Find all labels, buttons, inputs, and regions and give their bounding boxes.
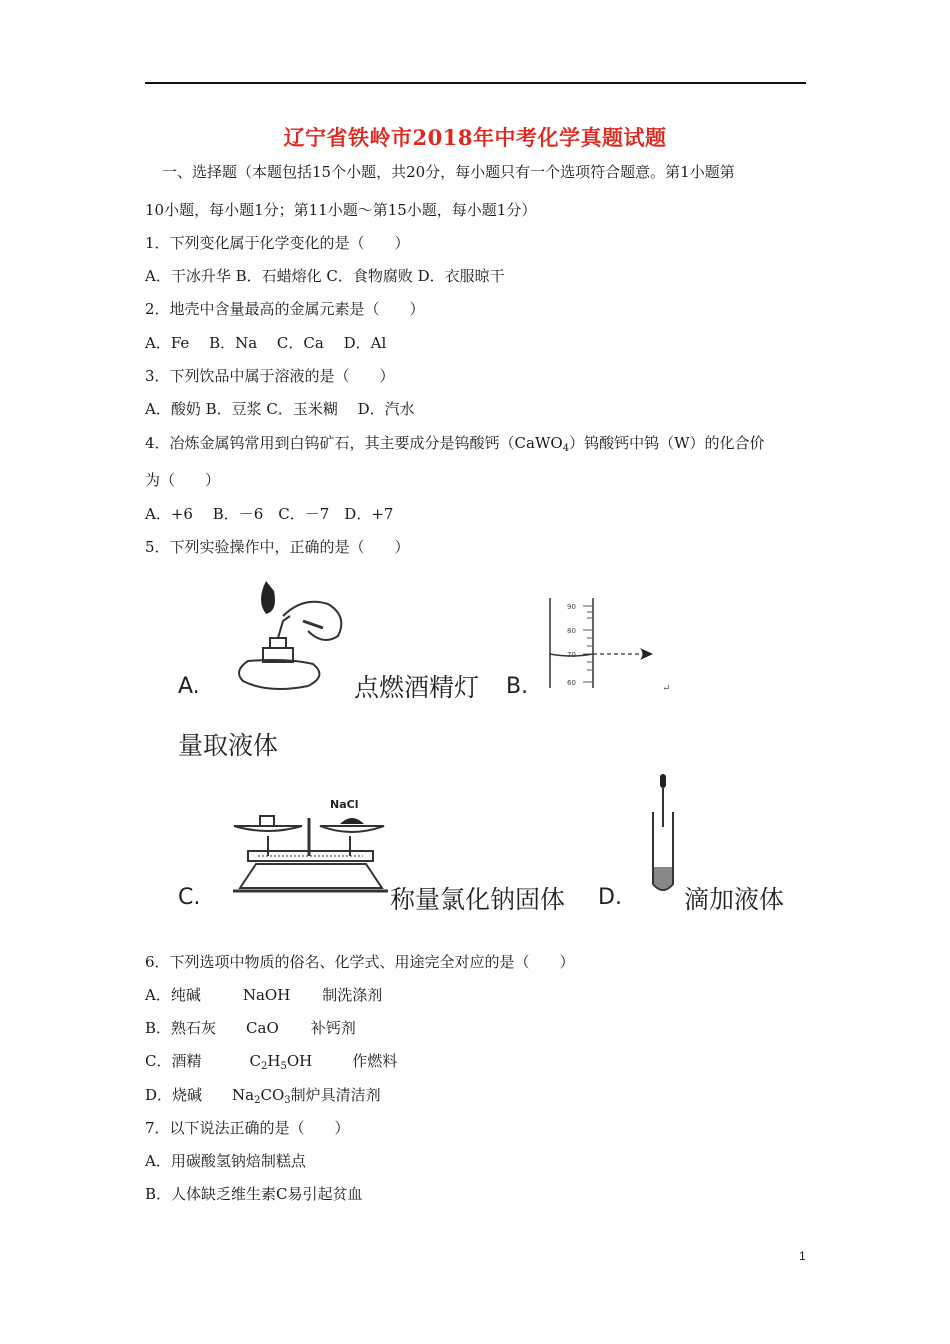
q6c-label: C．酒精: [145, 1052, 202, 1070]
option-b-caption: 量取液体: [178, 731, 279, 760]
alcohol-lamp-figure: [228, 576, 348, 696]
q6c-f2-sub: 5: [280, 1061, 287, 1072]
question-6-option-c: [145, 1051, 397, 1077]
question-7-option-a: A．用碳酸氢钠焙制糕点: [145, 1152, 306, 1170]
q6b-formula: CaO: [246, 1019, 279, 1037]
option-b-label: B.: [506, 674, 529, 699]
header-rule: [145, 82, 806, 84]
q6d-use: 制炉具清洁剂: [290, 1086, 381, 1104]
option-c-caption: 称量氯化钠固体: [390, 885, 566, 914]
question-4-options: A．+6 B．－6 C．－7 D．+7: [145, 505, 394, 523]
question-3-options: A．酸奶 B．豆浆 C．玉米糊 D．汽水: [145, 400, 415, 418]
question-4-stem-cont: 为（ ）: [145, 471, 221, 489]
question-7-stem: 7．以下说法正确的是（ ）: [145, 1119, 350, 1137]
question-6-option-d: [145, 1085, 381, 1111]
question-4-stem: [145, 433, 764, 459]
q6d-f1-sub: 2: [254, 1095, 261, 1106]
scale-label-80: 80: [567, 627, 576, 635]
return-mark: ↵: [662, 683, 671, 694]
q6d-f1: Na: [232, 1086, 255, 1104]
q6b-use: 补钙剂: [310, 1019, 356, 1037]
q6c-f1: C: [249, 1052, 261, 1070]
q6d-f2: CO: [260, 1086, 285, 1104]
q6a-label: A．纯碱: [145, 986, 201, 1004]
nacl-label: NaCl: [330, 798, 359, 811]
question-3-stem: 3．下列饮品中属于溶液的是（ ）: [145, 367, 395, 385]
scale-label-70: 70: [567, 651, 576, 659]
option-d-caption: 滴加液体: [684, 885, 785, 914]
q4-stem-b: ）钨酸钙中钨（W）的化合价: [569, 434, 765, 452]
q6a-use: 制洗涤剂: [322, 986, 383, 1004]
question-7-option-b: B．人体缺乏维生素C易引起贫血: [145, 1185, 363, 1203]
q6d-label: D．烧碱: [145, 1086, 203, 1104]
q6b-label: B．熟石灰: [145, 1019, 217, 1037]
dropper-test-tube-figure: [648, 772, 678, 900]
section-instructions-cont: 10小题，每小题1分；第11小题～第15小题，每小题1分）: [145, 201, 537, 219]
q6c-f3: OH: [286, 1052, 313, 1070]
q6c-use: 作燃料: [352, 1052, 398, 1070]
q6c-f1-sub: 2: [260, 1061, 268, 1072]
option-a-label: A.: [178, 674, 200, 699]
q4-subscript: 4: [562, 443, 570, 454]
q6c-f2: H: [267, 1052, 281, 1070]
q4-stem-a: 4．冶炼金属钨常用到白钨矿石，其主要成分是钨酸钙（CaWO: [145, 434, 563, 452]
question-1-options: A．干冰升华 B．石蜡熔化 C．食物腐败 D．衣服晾干: [145, 267, 505, 285]
option-d-label: D.: [598, 885, 622, 910]
scale-label-60: 60: [567, 679, 576, 687]
question-2-options: A．Fe B．Na C．Ca D．Al: [145, 334, 387, 352]
page-title: 辽宁省铁岭市2018年中考化学真题试题: [283, 125, 667, 150]
question-6-option-b: [145, 1018, 356, 1038]
page-number: 1: [799, 1249, 806, 1263]
question-6-stem: 6．下列选项中物质的俗名、化学式、用途完全对应的是（ ）: [145, 953, 575, 971]
scale-label-90: 90: [567, 603, 576, 611]
question-6-option-a: [145, 985, 382, 1005]
question-2-stem: 2．地壳中含量最高的金属元素是（ ）: [145, 300, 425, 318]
measuring-cylinder-figure: [545, 596, 660, 691]
question-5-stem: 5．下列实验操作中，正确的是（ ）: [145, 538, 410, 556]
q6a-formula: NaOH: [242, 986, 291, 1004]
option-a-caption: 点燃酒精灯: [354, 673, 480, 702]
section-instructions: 一、选择题（本题包括15个小题，共20分，每小题只有一个选项符合题意。第1小题第: [162, 163, 735, 181]
balance-figure: [228, 796, 393, 901]
option-c-label: C.: [178, 885, 201, 910]
q6d-f2-sub: 3: [284, 1095, 291, 1106]
question-1-stem: 1．下列变化属于化学变化的是（ ）: [145, 234, 410, 252]
